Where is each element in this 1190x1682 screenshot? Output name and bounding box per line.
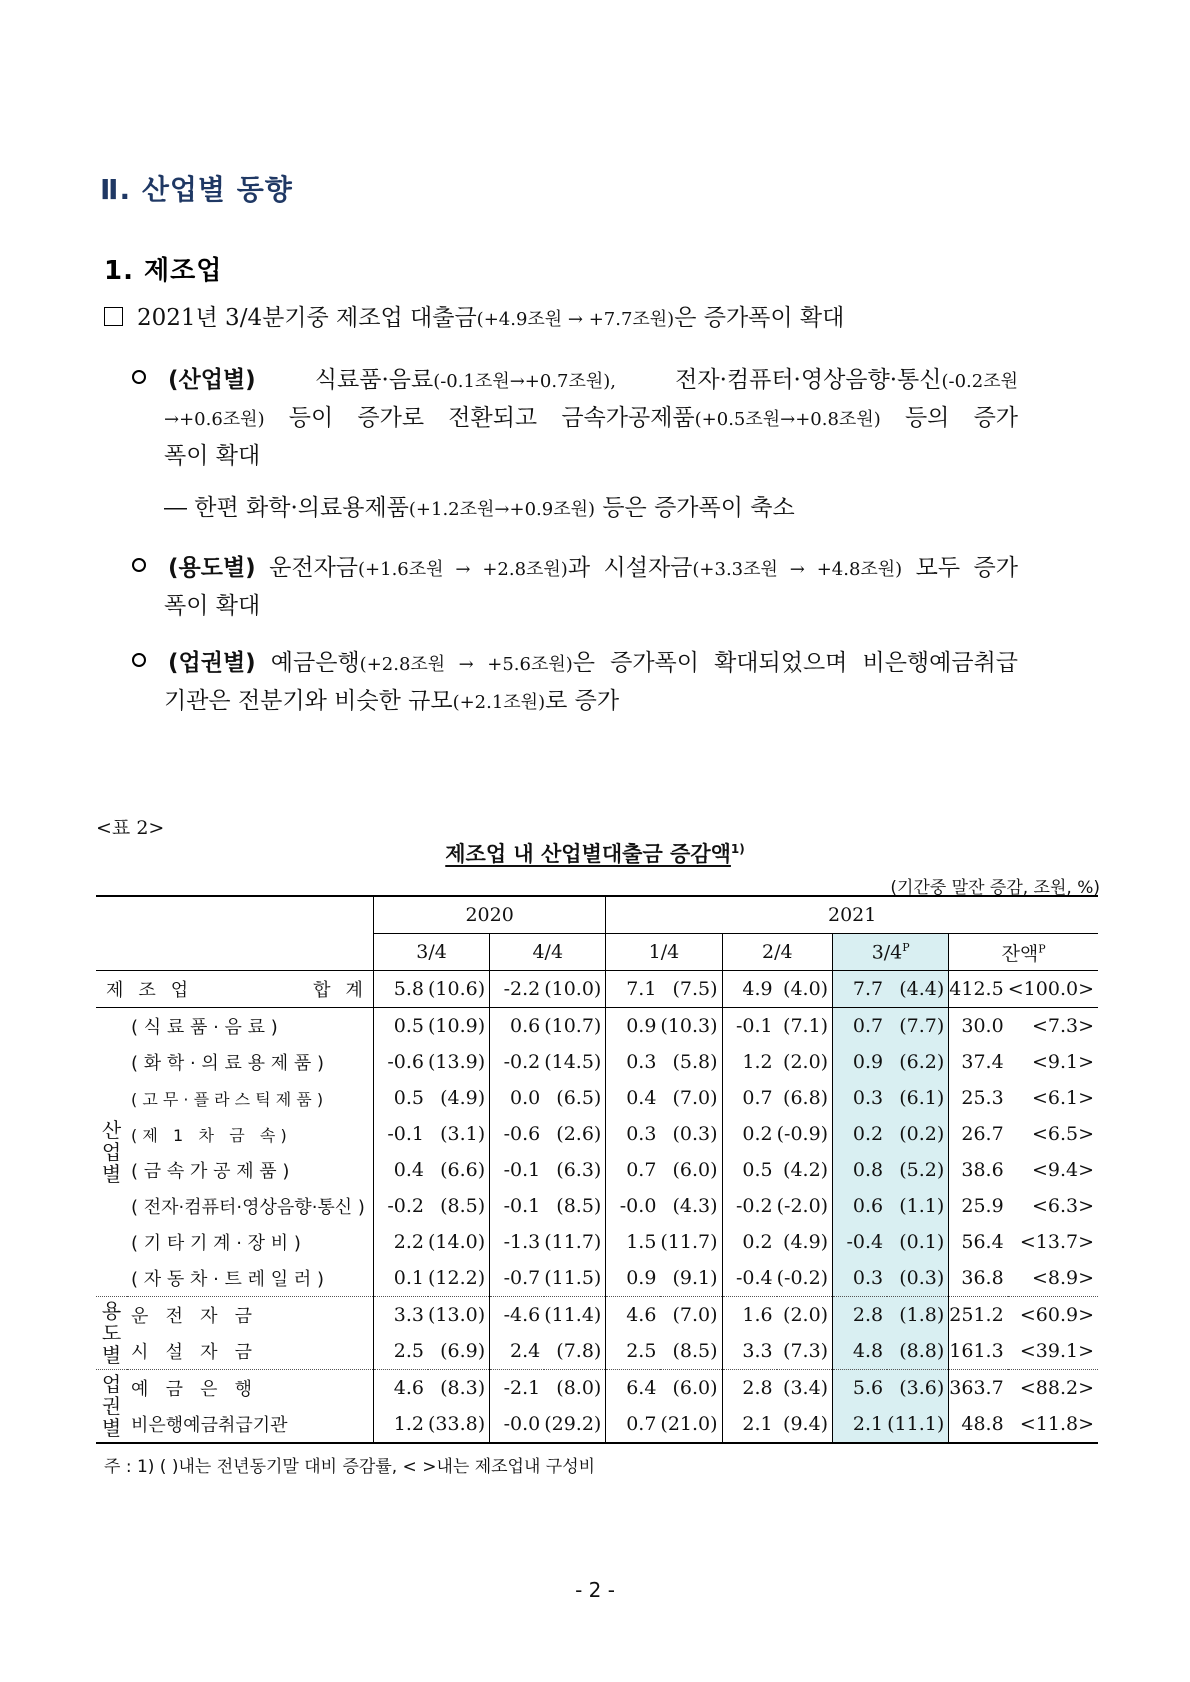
cell-table.purpose_rows.0.v-4: 4.6 — [626, 1304, 657, 1326]
row-label: ( 화 학 · 의 료 용 제 품 ) — [127, 1044, 373, 1080]
col-2020-q3: 3/4 — [373, 934, 489, 971]
cell-table.industry_rows.1.v-5: (5.8) — [660, 1044, 722, 1080]
subsection-title: 1. 제조업 — [104, 256, 223, 286]
cell-table.industry_rows.0.v-2: 0.6 — [509, 1015, 541, 1037]
table-row — [96, 1406, 1098, 1443]
cell-table.industry_rows.0.v-5: (10.3) — [660, 1008, 722, 1045]
cell-table.industry_rows.1.v-4: 0.3 — [626, 1051, 657, 1073]
cell-table.industry_rows.6.v-1: (14.0) — [428, 1224, 490, 1260]
cell-table.industry_rows.4.v-8: 0.8 — [833, 1152, 888, 1188]
cell-table.industry_rows.3.v-6: 0.2 — [742, 1123, 773, 1145]
group-industry: 산 업 별 — [96, 1008, 127, 1297]
cell-table.industry_rows.5.v-7: (-2.0) — [777, 1188, 833, 1224]
row-label: 예 금 은 행 — [127, 1370, 373, 1407]
cell-table.sector_rows.1.v-2: -0.0 — [490, 1406, 545, 1443]
cell-table.industry_rows.4.v-3: (6.3) — [544, 1152, 606, 1188]
cell-table.industry_rows.3.v-8: 0.2 — [833, 1116, 888, 1152]
cell-table.industry_rows.6.v-6: 0.2 — [742, 1231, 773, 1253]
cell-table.industry_rows.1.v-7: (2.0) — [777, 1044, 833, 1080]
table-row — [96, 1008, 1098, 1045]
circle-bullet-icon — [132, 653, 146, 667]
cell-table.purpose_rows.0.v-6: 1.6 — [742, 1304, 773, 1326]
bullet-sector: (업권별) 예금은행(+2.8조원 → +5.6조원)은 증가폭이 확대되었으며 비은행예금취급 기관은 전분기와 비슷한 규모(+2.1조원)로 증가 — [132, 645, 1018, 721]
cell-table.total-7: (4.0) — [777, 971, 833, 1008]
cell-table.industry_rows.6.v-9: (0.1) — [887, 1224, 949, 1260]
group-sector: 업 권 별 — [96, 1370, 127, 1444]
cell-table.industry_rows.5.v-11: <6.3> — [1031, 1195, 1094, 1217]
cell-table.sector_rows.1.v-8: 2.1 — [833, 1406, 888, 1443]
cell-table.industry_rows.1.v-11: <9.1> — [1031, 1051, 1094, 1073]
total-label-char: 합 — [313, 980, 331, 1001]
cell-table.industry_rows.6.v-2: -1.3 — [503, 1231, 541, 1253]
cell-table.industry_rows.4.v-4: 0.7 — [626, 1159, 657, 1181]
cell-table.purpose_rows.0.v-9: (1.8) — [887, 1297, 949, 1334]
section-title: Ⅱ. 산업별 동향 — [100, 173, 293, 206]
cell-table.sector_rows.1.v-6: 2.1 — [722, 1406, 777, 1443]
cell-table.industry_rows.6.v-8: -0.4 — [833, 1224, 888, 1260]
circle-bullet-icon — [132, 558, 146, 572]
cell-table.industry_rows.2.v-7: (6.8) — [777, 1080, 833, 1116]
cell-table.industry_rows.1.v-8: 0.9 — [833, 1044, 888, 1080]
row-label: ( 금 속 가 공 제 품 ) — [127, 1152, 373, 1188]
cell-table.sector_rows.0.v-1: (8.3) — [428, 1370, 490, 1407]
cell-table.industry_rows.0.v-3: (10.7) — [544, 1008, 606, 1045]
cell-table.industry_rows.2.v-8: 0.3 — [833, 1080, 888, 1116]
cell-table.industry_rows.4.v-0: 0.4 — [393, 1159, 424, 1181]
cell-table.sector_rows.1.v-11: <11.8> — [1008, 1406, 1098, 1443]
table-footnote: 주 : 1) ( )내는 전년동기말 대비 증감률, < >내는 제조업내 구성비 — [104, 1457, 596, 1477]
cell-table.purpose_rows.1.v-3: (7.8) — [544, 1333, 606, 1370]
cell-table.purpose_rows.1.v-2: 2.4 — [490, 1333, 545, 1370]
col-2021-q1: 1/4 — [606, 934, 722, 971]
cell-table.industry_rows.7.v-1: (12.2) — [428, 1260, 490, 1297]
cell-table.industry_rows.2.v-5: (7.0) — [660, 1080, 722, 1116]
cell-table.industry_rows.1.v-2: -0.2 — [503, 1051, 541, 1073]
cell-table.purpose_rows.0.v-11: <60.9> — [1019, 1304, 1094, 1326]
cell-table.purpose_rows.1.v-7: (7.3) — [777, 1333, 833, 1370]
cell-table.industry_rows.5.v-2: -0.1 — [503, 1195, 541, 1217]
table-row — [96, 1188, 1098, 1224]
cell-table.sector_rows.0.v-2: -2.1 — [503, 1377, 541, 1399]
cell-table.industry_rows.7.v-11: <8.9> — [1008, 1260, 1098, 1297]
cell-table.industry_rows.2.v-4: 0.4 — [626, 1087, 657, 1109]
cell-table.purpose_rows.1.v-11: <39.1> — [1008, 1333, 1098, 1370]
cell-table.sector_rows.1.v-3: (29.2) — [544, 1406, 606, 1443]
cell-table.sector_rows.0.v-5: (6.0) — [660, 1370, 722, 1407]
cell-table.industry_rows.2.v-0: 0.5 — [393, 1087, 424, 1109]
cell-table.purpose_rows.0.v-0: 3.3 — [393, 1304, 424, 1326]
table-row — [96, 1297, 1098, 1334]
summary-paragraph: 2021년 3/4분기중 제조업 대출금(+4.9조원 → +7.7조원)은 증가폭이 확대 — [104, 300, 1024, 338]
bullet-industry: (산업별) 식료품·음료(-0.1조원→+0.7조원), 전자·컴퓨터·영상음향·통신(-0.2조원 →+0.6조원) 등이 증가로 전환되고 금속가공제품(+0.5조원→+0.8조원) 등의 증가 폭이 확대 — [132, 362, 1018, 474]
cell-table.industry_rows.3.v-9: (0.2) — [887, 1116, 949, 1152]
cell-table.industry_rows.1.v-10: 37.4 — [961, 1051, 1004, 1073]
cell-table.industry_rows.6.v-10: 56.4 — [961, 1231, 1004, 1253]
cell-table.industry_rows.5.v-6: -0.2 — [735, 1195, 773, 1217]
cell-table.total-5: (7.5) — [660, 971, 722, 1008]
cell-table.industry_rows.0.v-0: 0.5 — [393, 1015, 424, 1037]
cell-table.industry_rows.3.v-4: 0.3 — [626, 1123, 657, 1145]
cell-table.purpose_rows.1.v-0: 2.5 — [373, 1333, 428, 1370]
cell-table.industry_rows.7.v-9: (0.3) — [887, 1260, 949, 1297]
cell-table.purpose_rows.0.v-1: (13.0) — [428, 1297, 490, 1334]
cell-table.industry_rows.1.v-1: (13.9) — [428, 1044, 490, 1080]
cell-table.sector_rows.1.v-1: (33.8) — [428, 1406, 490, 1443]
page-number: - 2 - — [575, 1578, 615, 1602]
cell-table.industry_rows.2.v-3: (6.5) — [544, 1080, 606, 1116]
cell-table.industry_rows.0.v-4: 0.9 — [626, 1015, 657, 1037]
cell-table.sector_rows.1.v-0: 1.2 — [373, 1406, 428, 1443]
cell-table.sector_rows.1.v-10: 48.8 — [949, 1406, 1008, 1443]
cell-table.purpose_rows.0.v-5: (7.0) — [660, 1297, 722, 1334]
cell-table.industry_rows.6.v-11: <13.7> — [1019, 1231, 1094, 1253]
cell-table.total-11: <100.0> — [1008, 971, 1098, 1008]
total-label-char: 조 — [138, 980, 156, 1001]
circle-bullet-icon — [132, 370, 146, 384]
table-row — [96, 1260, 1098, 1297]
cell-table.industry_rows.0.v-1: (10.9) — [428, 1008, 490, 1045]
row-label: ( 고 무 · 플 라 스 틱 제 품 ) — [127, 1080, 373, 1116]
row-label: ( 식 료 품 · 음 료 ) — [127, 1008, 373, 1045]
total-label-char: 제 — [106, 980, 124, 1001]
cell-table.industry_rows.0.v-7: (7.1) — [777, 1008, 833, 1045]
cell-table.industry_rows.7.v-3: (11.5) — [544, 1260, 606, 1297]
cell-table.industry_rows.5.v-0: -0.2 — [387, 1195, 424, 1217]
header-row-years — [96, 896, 1098, 934]
cell-table.total-8: 7.7 — [833, 971, 888, 1008]
table-unit: (기간중 말잔 증감, 조원, %) — [890, 878, 1100, 898]
cell-table.sector_rows.0.v-10: 363.7 — [949, 1377, 1004, 1399]
cell-table.industry_rows.3.v-7: (-0.9) — [777, 1116, 833, 1152]
cell-table.industry_rows.1.v-0: -0.6 — [387, 1051, 424, 1073]
col-2021-q3: $3/4^P$ — [833, 934, 949, 971]
cell-table.industry_rows.5.v-8: 0.6 — [833, 1188, 888, 1224]
cell-table.sector_rows.0.v-7: (3.4) — [777, 1370, 833, 1407]
cell-table.industry_rows.6.v-3: (11.7) — [544, 1224, 606, 1260]
row-label: 시 설 자 금 — [127, 1333, 373, 1370]
cell-table.industry_rows.6.v-4: 1.5 — [626, 1231, 657, 1253]
cell-table.industry_rows.3.v-10: 26.7 — [961, 1123, 1004, 1145]
cell-table.sector_rows.0.v-3: (8.0) — [544, 1370, 606, 1407]
cell-table.industry_rows.4.v-1: (6.6) — [428, 1152, 490, 1188]
table-title: 제조업 내 산업별대출금 증감액$^{1)}$ — [445, 842, 745, 866]
cell-table.purpose_rows.0.v-2: -4.6 — [503, 1304, 541, 1326]
cell-table.industry_rows.7.v-10: 36.8 — [949, 1260, 1008, 1297]
dash-note: ― 한편 화학·의료용제품(+1.2조원→+0.9조원) 등은 증가폭이 축소 — [164, 495, 795, 521]
row-label: 비은행예금취급기관 — [127, 1406, 373, 1443]
row-label: ( 전자·컴퓨터·영상음향·통신 ) — [127, 1188, 373, 1224]
cell-table.industry_rows.6.v-0: 2.2 — [393, 1231, 424, 1253]
row-label: 운 전 자 금 — [127, 1297, 373, 1334]
row-label: ( 기 타 기 계 · 장 비 ) — [127, 1224, 373, 1260]
cell-table.industry_rows.2.v-2: 0.0 — [509, 1087, 541, 1109]
row-label: ( 자 동 차 · 트 레 일 러 ) — [127, 1260, 373, 1297]
cell-table.purpose_rows.0.v-7: (2.0) — [777, 1297, 833, 1334]
table-row — [96, 1152, 1098, 1188]
cell-table.industry_rows.3.v-3: (2.6) — [544, 1116, 606, 1152]
row-label-total — [96, 971, 373, 1008]
cell-table.industry_rows.2.v-6: 0.7 — [742, 1087, 773, 1109]
cell-table.industry_rows.4.v-6: 0.5 — [742, 1159, 773, 1181]
cell-table.industry_rows.1.v-9: (6.2) — [887, 1044, 949, 1080]
table-row — [96, 1370, 1098, 1407]
cell-table.purpose_rows.1.v-10: 161.3 — [949, 1333, 1008, 1370]
cell-table.industry_rows.4.v-10: 38.6 — [961, 1159, 1004, 1181]
cell-table.industry_rows.4.v-5: (6.0) — [660, 1152, 722, 1188]
cell-table.industry_rows.1.v-6: 1.2 — [742, 1051, 773, 1073]
group-purpose: 용 도 별 — [96, 1297, 127, 1370]
cell-table.industry_rows.4.v-2: -0.1 — [503, 1159, 541, 1181]
cell-table.industry_rows.1.v-3: (14.5) — [544, 1044, 606, 1080]
cell-table.sector_rows.0.v-8: 5.6 — [833, 1370, 888, 1407]
cell-table.industry_rows.3.v-5: (0.3) — [660, 1116, 722, 1152]
year-2021: 2021 — [606, 896, 1098, 934]
cell-table.purpose_rows.1.v-5: (8.5) — [660, 1333, 722, 1370]
cell-table.purpose_rows.1.v-4: 2.5 — [606, 1333, 661, 1370]
cell-table.industry_rows.2.v-9: (6.1) — [887, 1080, 949, 1116]
cell-table.sector_rows.0.v-6: 2.8 — [742, 1377, 773, 1399]
cell-table.industry_rows.5.v-9: (1.1) — [887, 1188, 949, 1224]
cell-table.industry_rows.0.v-11: <7.3> — [1031, 1015, 1094, 1037]
cell-table.total-0: 5.8 — [373, 971, 428, 1008]
table-row — [96, 1224, 1098, 1260]
cell-table.industry_rows.6.v-7: (4.9) — [777, 1224, 833, 1260]
cell-table.purpose_rows.0.v-8: 2.8 — [833, 1297, 888, 1334]
cell-table.industry_rows.3.v-0: -0.1 — [387, 1123, 424, 1145]
cell-table.industry_rows.0.v-6: -0.1 — [735, 1015, 773, 1037]
col-balance: 잔액$^P$ — [949, 934, 1098, 971]
cell-table.sector_rows.1.v-5: (21.0) — [660, 1406, 722, 1443]
cell-table.industry_rows.7.v-6: -0.4 — [722, 1260, 777, 1297]
bullet-purpose: (용도별) 운전자금(+1.6조원 → +2.8조원)과 시설자금(+3.3조원 → +4.8조원) 모두 증가 폭이 확대 — [132, 550, 1018, 624]
cell-table.total-1: (10.6) — [428, 971, 490, 1008]
industry-loans-table — [96, 895, 1098, 1444]
cell-table.purpose_rows.0.v-3: (11.4) — [544, 1297, 606, 1334]
table-row — [96, 1080, 1098, 1116]
col-2020-q4: 4/4 — [490, 934, 606, 971]
table-row-total — [96, 971, 1098, 1008]
row-label: ( 제 1 차 금 속 ) — [127, 1116, 373, 1152]
checkbox-square-icon — [104, 307, 123, 326]
cell-table.industry_rows.7.v-8: 0.3 — [833, 1260, 888, 1297]
cell-table.purpose_rows.0.v-10: 251.2 — [949, 1304, 1004, 1326]
cell-table.total-9: (4.4) — [887, 971, 949, 1008]
cell-table.total-4: 7.1 — [606, 971, 661, 1008]
cell-table.industry_rows.7.v-5: (9.1) — [660, 1260, 722, 1297]
total-label-char: 계 — [345, 980, 363, 1001]
cell-table.total-2: -2.2 — [490, 971, 545, 1008]
cell-table.sector_rows.0.v-0: 4.6 — [393, 1377, 424, 1399]
cell-table.sector_rows.1.v-7: (9.4) — [777, 1406, 833, 1443]
cell-table.industry_rows.0.v-9: (7.7) — [887, 1008, 949, 1045]
cell-table.industry_rows.5.v-10: 25.9 — [961, 1195, 1004, 1217]
cell-table.industry_rows.0.v-8: 0.7 — [833, 1008, 888, 1045]
cell-table.sector_rows.0.v-4: 6.4 — [626, 1377, 657, 1399]
cell-table.industry_rows.2.v-11: <6.1> — [1031, 1087, 1094, 1109]
cell-table.sector_rows.1.v-4: 0.7 — [606, 1406, 661, 1443]
table-label: <표 2> — [96, 817, 165, 839]
cell-table.industry_rows.5.v-3: (8.5) — [544, 1188, 606, 1224]
cell-table.purpose_rows.1.v-1: (6.9) — [428, 1333, 490, 1370]
cell-table.industry_rows.0.v-10: 30.0 — [961, 1015, 1004, 1037]
cell-table.industry_rows.5.v-5: (4.3) — [660, 1188, 722, 1224]
cell-table.industry_rows.4.v-11: <9.4> — [1031, 1159, 1094, 1181]
cell-table.sector_rows.0.v-9: (3.6) — [887, 1370, 949, 1407]
cell-table.industry_rows.3.v-11: <6.5> — [1031, 1123, 1094, 1145]
cell-table.industry_rows.2.v-10: 25.3 — [961, 1087, 1004, 1109]
cell-table.sector_rows.0.v-11: <88.2> — [1019, 1377, 1094, 1399]
total-label-char: 업 — [170, 980, 189, 1001]
cell-table.industry_rows.4.v-7: (4.2) — [777, 1152, 833, 1188]
cell-table.total-3: (10.0) — [544, 971, 606, 1008]
cell-table.industry_rows.7.v-7: (-0.2) — [777, 1260, 833, 1297]
year-2020: 2020 — [373, 896, 605, 934]
cell-table.total-10: 412.5 — [949, 971, 1008, 1008]
cell-table.industry_rows.7.v-2: -0.7 — [490, 1260, 545, 1297]
table-row — [96, 1333, 1098, 1370]
cell-table.purpose_rows.1.v-6: 3.3 — [722, 1333, 777, 1370]
col-2021-q2: 2/4 — [722, 934, 833, 971]
cell-table.industry_rows.6.v-5: (11.7) — [660, 1224, 722, 1260]
cell-table.sector_rows.1.v-9: (11.1) — [887, 1406, 949, 1443]
cell-table.purpose_rows.1.v-9: (8.8) — [887, 1333, 949, 1370]
cell-table.total-6: 4.9 — [722, 971, 777, 1008]
cell-table.industry_rows.7.v-4: 0.9 — [606, 1260, 661, 1297]
table-row — [96, 1116, 1098, 1152]
table-row — [96, 1044, 1098, 1080]
cell-table.industry_rows.2.v-1: (4.9) — [428, 1080, 490, 1116]
cell-table.industry_rows.4.v-9: (5.2) — [887, 1152, 949, 1188]
cell-table.purpose_rows.1.v-8: 4.8 — [833, 1333, 888, 1370]
cell-table.industry_rows.5.v-1: (8.5) — [428, 1188, 490, 1224]
cell-table.industry_rows.3.v-1: (3.1) — [428, 1116, 490, 1152]
cell-table.industry_rows.7.v-0: 0.1 — [373, 1260, 428, 1297]
cell-table.industry_rows.3.v-2: -0.6 — [503, 1123, 541, 1145]
cell-table.industry_rows.5.v-4: -0.0 — [619, 1195, 657, 1217]
